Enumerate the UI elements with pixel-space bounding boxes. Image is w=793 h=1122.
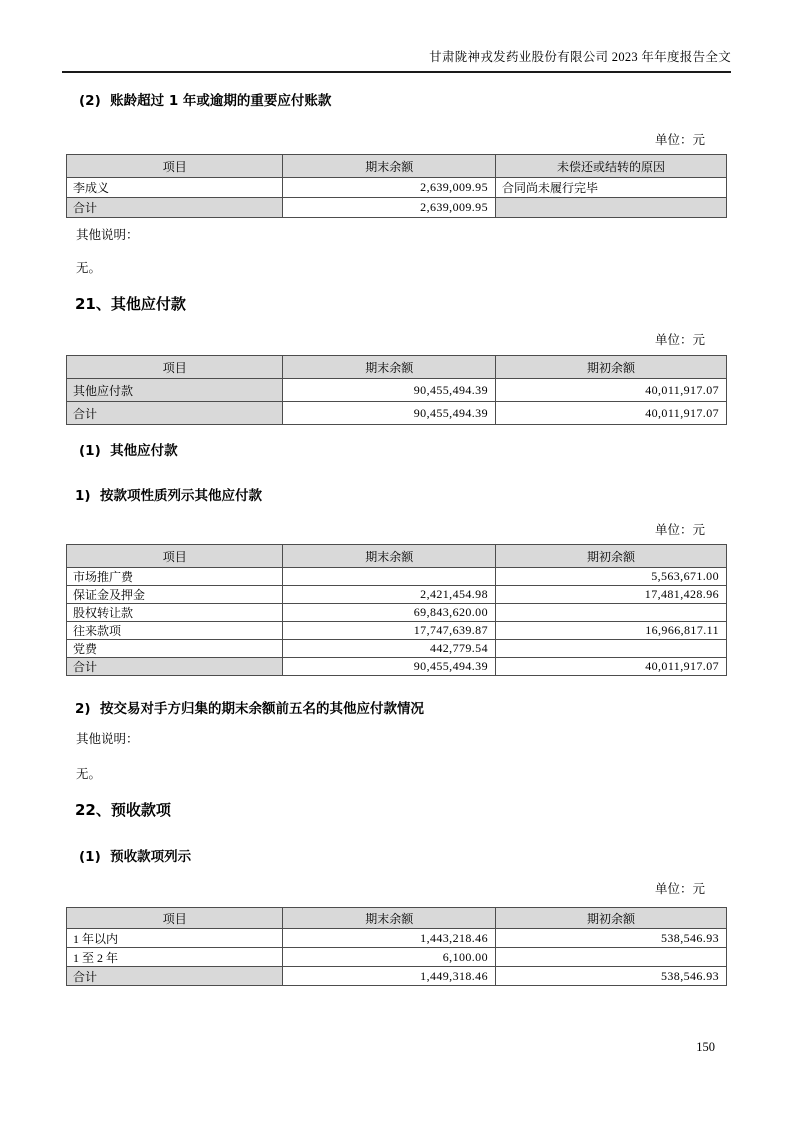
table-row: [67, 178, 727, 198]
unit-label: 单位：元: [654, 882, 705, 896]
column-header: 期末余额: [283, 908, 496, 929]
table-cell: [495, 198, 726, 218]
heading-advances-listing: (1) 预收款项列示: [79, 849, 192, 865]
table-cell: 1 年以内: [67, 929, 283, 948]
heading-other-payables: 21、其他应付款: [75, 295, 186, 313]
table-header-row: [67, 908, 727, 929]
table-row: [67, 198, 727, 218]
table-cell: 1,449,318.46: [283, 967, 496, 986]
table-cell: [283, 568, 496, 586]
table-cell: 17,481,428.96: [495, 586, 726, 604]
table-cell: 2,421,454.98: [283, 586, 496, 604]
column-header: 期初余额: [495, 545, 726, 568]
table-cell: 90,455,494.39: [283, 402, 496, 425]
page-number: 150: [696, 1040, 715, 1054]
heading-advances-received: 22、预收款项: [75, 801, 171, 819]
table-cell: 538,546.93: [495, 929, 726, 948]
heading-overdue-payables: (2) 账龄超过 1 年或逾期的重要应付账款: [79, 93, 332, 109]
table-cell: 李成义: [67, 178, 283, 198]
unit-label: 单位：元: [654, 333, 705, 347]
table-cell: 90,455,494.39: [283, 658, 496, 676]
table-cell: 1,443,218.46: [283, 929, 496, 948]
heading-top-five-counterparties: 2) 按交易对手方归集的期末余额前五名的其他应付款情况: [75, 701, 424, 717]
table-cell: 442,779.54: [283, 640, 496, 658]
table-cell: 40,011,917.07: [495, 402, 726, 425]
column-header: 项目: [67, 908, 283, 929]
table-cell: 40,011,917.07: [495, 379, 726, 402]
none-text: 无。: [76, 261, 102, 275]
table-row: [67, 568, 727, 586]
heading-other-payables-sub1: (1) 其他应付款: [79, 443, 178, 459]
table-cell: 合计: [67, 967, 283, 986]
table-cell: 合计: [67, 402, 283, 425]
table-cell: 6,100.00: [283, 948, 496, 967]
table-row: [67, 604, 727, 622]
table-cell: [495, 640, 726, 658]
table-row: [67, 658, 727, 676]
column-header: 期末余额: [283, 356, 496, 379]
table-cell: 合同尚未履行完毕: [495, 178, 726, 198]
table-row: [67, 402, 727, 425]
table-row: [67, 640, 727, 658]
table-row: [67, 586, 727, 604]
table-row: [67, 622, 727, 640]
heading-by-nature: 1) 按款项性质列示其他应付款: [75, 488, 262, 504]
table-cell: [495, 948, 726, 967]
table-cell: 党费: [67, 640, 283, 658]
other-payables-summary-table: [66, 355, 727, 425]
table-cell: 5,563,671.00: [495, 568, 726, 586]
table-header-row: [67, 356, 727, 379]
table-cell: 40,011,917.07: [495, 658, 726, 676]
column-header: 项目: [67, 155, 283, 178]
report-title: 甘肃陇神戎发药业股份有限公司 2023 年年度报告全文: [429, 50, 731, 64]
column-header: 期初余额: [495, 356, 726, 379]
table-cell: 往来款项: [67, 622, 283, 640]
table-cell: 合计: [67, 658, 283, 676]
table-row: [67, 379, 727, 402]
table-row: [67, 929, 727, 948]
table-cell: 其他应付款: [67, 379, 283, 402]
table-cell: 合计: [67, 198, 283, 218]
table-cell: 1 至 2 年: [67, 948, 283, 967]
table-cell: 2,639,009.95: [283, 178, 496, 198]
column-header: 期初余额: [495, 908, 726, 929]
other-note-label: 其他说明：: [76, 732, 139, 746]
overdue-payables-table: [66, 154, 727, 218]
table-header-row: [67, 155, 727, 178]
none-text: 无。: [76, 767, 102, 781]
other-payables-by-nature-table: [66, 544, 727, 676]
table-cell: 17,747,639.87: [283, 622, 496, 640]
table-cell: 90,455,494.39: [283, 379, 496, 402]
table-cell: 538,546.93: [495, 967, 726, 986]
column-header: 项目: [67, 356, 283, 379]
table-cell: 2,639,009.95: [283, 198, 496, 218]
table-cell: [495, 604, 726, 622]
table-cell: 16,966,817.11: [495, 622, 726, 640]
table-cell: 市场推广费: [67, 568, 283, 586]
running-header: [62, 50, 731, 73]
column-header: 期末余额: [283, 545, 496, 568]
table-header-row: [67, 545, 727, 568]
column-header: 期末余额: [283, 155, 496, 178]
unit-label: 单位：元: [654, 133, 705, 147]
other-note-label: 其他说明：: [76, 228, 139, 242]
column-header: 未偿还或结转的原因: [495, 155, 726, 178]
table-cell: 保证金及押金: [67, 586, 283, 604]
column-header: 项目: [67, 545, 283, 568]
unit-label: 单位：元: [654, 523, 705, 537]
header-rule: [62, 71, 731, 73]
advances-received-table: [66, 907, 727, 986]
table-cell: 69,843,620.00: [283, 604, 496, 622]
table-cell: 股权转让款: [67, 604, 283, 622]
table-row: [67, 948, 727, 967]
table-row: [67, 967, 727, 986]
